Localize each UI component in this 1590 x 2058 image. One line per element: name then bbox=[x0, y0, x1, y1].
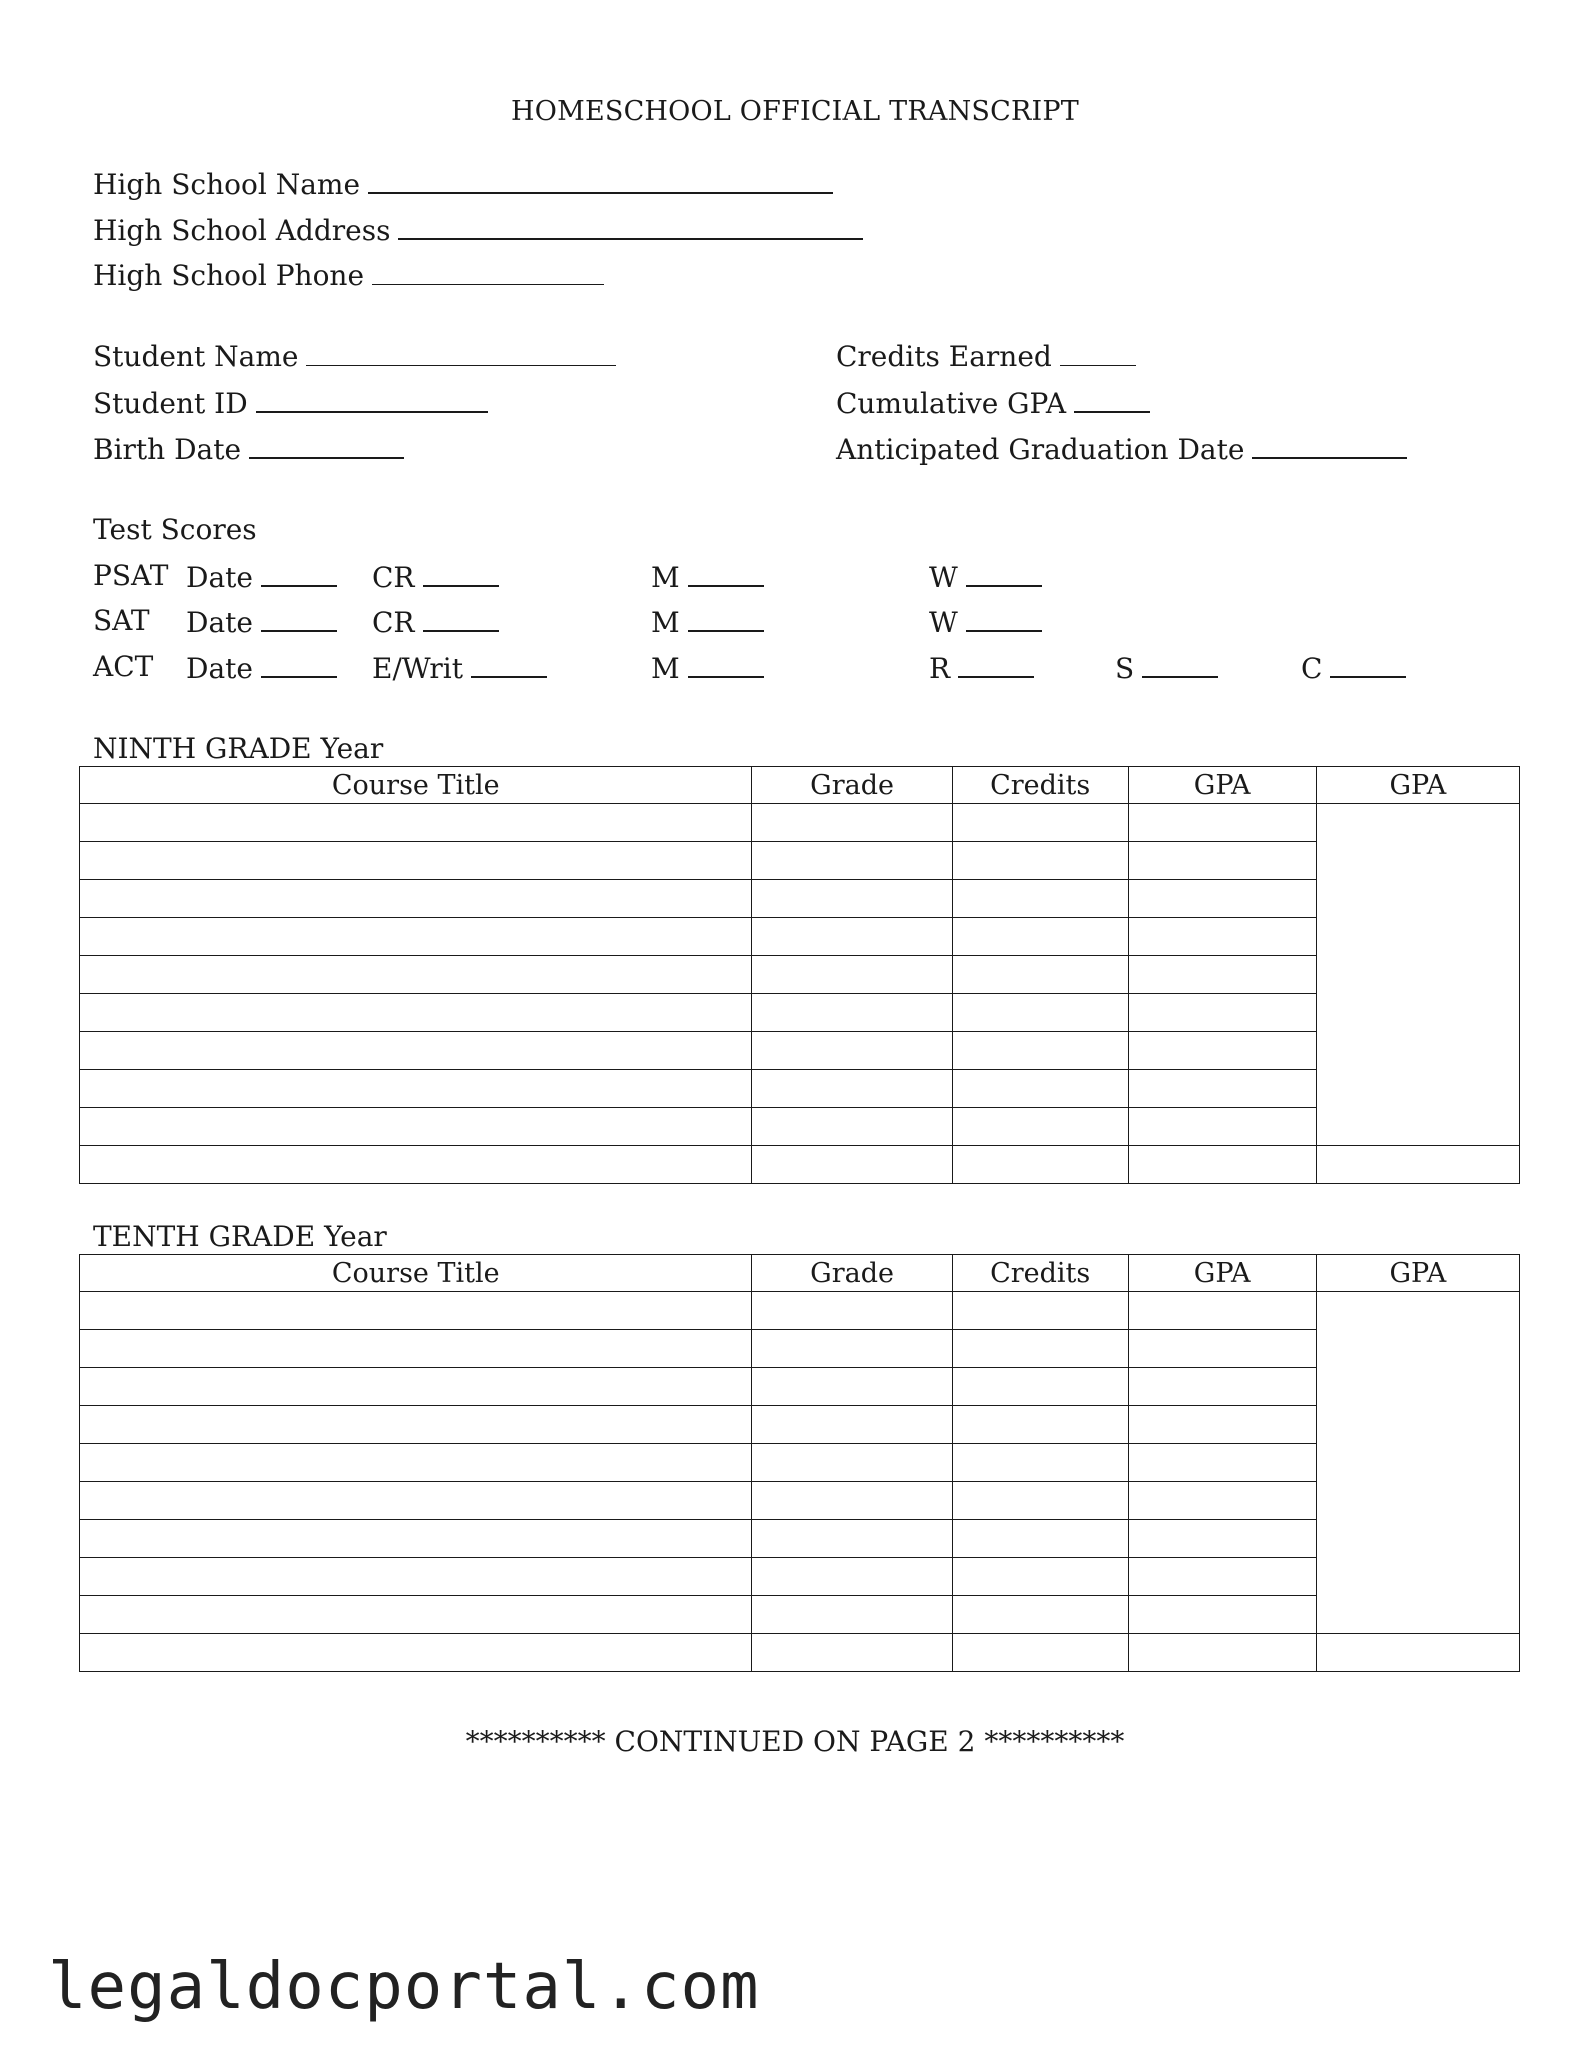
act-ewrit-label: E/Writ bbox=[372, 652, 463, 685]
credits-cell[interactable] bbox=[952, 1406, 1128, 1444]
act-s-label: S bbox=[1115, 652, 1135, 685]
credits-cell[interactable] bbox=[952, 842, 1128, 880]
cumulative-gpa-field[interactable] bbox=[1074, 385, 1150, 413]
credits-earned-row bbox=[836, 339, 1136, 373]
sat-date-field[interactable] bbox=[261, 604, 337, 632]
course-cell[interactable] bbox=[80, 1108, 752, 1146]
graduation-date-label: Anticipated Graduation Date bbox=[836, 433, 1245, 466]
sat-m-label: M bbox=[651, 606, 680, 639]
gpa-cell[interactable] bbox=[1128, 1482, 1316, 1520]
table-row bbox=[80, 1292, 1520, 1330]
gpa-cell[interactable] bbox=[1128, 804, 1316, 842]
table-row bbox=[80, 1596, 1520, 1634]
gpa-cell[interactable] bbox=[1128, 1146, 1316, 1184]
watermark-logo: legaldocportal.com bbox=[48, 1950, 760, 2024]
table-row bbox=[80, 1482, 1520, 1520]
credits-cell[interactable] bbox=[952, 1108, 1128, 1146]
school-name-field[interactable] bbox=[368, 166, 833, 194]
sat-cr-row bbox=[372, 604, 499, 639]
act-m-row bbox=[651, 650, 764, 685]
course-cell[interactable] bbox=[80, 1520, 752, 1558]
birth-date-row bbox=[93, 431, 404, 466]
table-row bbox=[80, 842, 1520, 880]
grade-cell[interactable] bbox=[752, 956, 952, 994]
gpa-merged-cell bbox=[1316, 1292, 1519, 1634]
psat-m-row bbox=[651, 559, 764, 594]
school-address-label: High School Address bbox=[93, 214, 391, 247]
credits-cell[interactable] bbox=[952, 1444, 1128, 1482]
gpa-cell[interactable] bbox=[1128, 1444, 1316, 1482]
table-row bbox=[80, 1558, 1520, 1596]
course-cell[interactable] bbox=[80, 804, 752, 842]
cumulative-gpa-row bbox=[836, 385, 1150, 420]
credits-header: Credits bbox=[952, 767, 1128, 804]
course-title-header: Course Title bbox=[80, 767, 752, 804]
gpa-total-header: GPA bbox=[1316, 1255, 1519, 1292]
sat-date-row bbox=[186, 604, 337, 639]
table-row bbox=[80, 956, 1520, 994]
gpa-total-header: GPA bbox=[1316, 767, 1519, 804]
school-name-row bbox=[93, 166, 833, 201]
psat-w-row bbox=[929, 559, 1042, 594]
cumulative-gpa-label: Cumulative GPA bbox=[836, 387, 1067, 420]
grade-cell[interactable] bbox=[752, 804, 952, 842]
student-name-row bbox=[93, 339, 616, 373]
graduation-date-row bbox=[836, 431, 1407, 466]
grade-header: Grade bbox=[752, 767, 952, 804]
table-row bbox=[80, 1032, 1520, 1070]
student-id-label: Student ID bbox=[93, 387, 248, 420]
gpa-cell[interactable] bbox=[1128, 994, 1316, 1032]
psat-cr-label: CR bbox=[372, 561, 415, 594]
course-cell[interactable] bbox=[80, 1032, 752, 1070]
credits-cell[interactable] bbox=[952, 956, 1128, 994]
gpa-header: GPA bbox=[1128, 767, 1316, 804]
course-cell[interactable] bbox=[80, 1146, 752, 1184]
student-name-field[interactable] bbox=[306, 339, 616, 366]
act-date-label: Date bbox=[186, 652, 253, 685]
psat-cr-field[interactable] bbox=[423, 559, 499, 587]
gpa-cell[interactable] bbox=[1128, 956, 1316, 994]
course-cell[interactable] bbox=[80, 1482, 752, 1520]
sat-label: SAT bbox=[93, 604, 150, 637]
table-row bbox=[80, 994, 1520, 1032]
grade-cell[interactable] bbox=[752, 1330, 952, 1368]
course-cell[interactable] bbox=[80, 1406, 752, 1444]
act-c-row bbox=[1301, 650, 1406, 685]
table-row bbox=[80, 1444, 1520, 1482]
gpa-cell[interactable] bbox=[1128, 880, 1316, 918]
course-cell[interactable] bbox=[80, 1292, 752, 1330]
graduation-date-field[interactable] bbox=[1252, 431, 1407, 459]
school-phone-row bbox=[93, 258, 604, 292]
act-ewrit-field[interactable] bbox=[471, 650, 547, 678]
credits-cell[interactable] bbox=[952, 1032, 1128, 1070]
birth-date-label: Birth Date bbox=[93, 433, 242, 466]
grade-cell[interactable] bbox=[752, 1634, 952, 1672]
grade-cell[interactable] bbox=[752, 1596, 952, 1634]
gpa-cell[interactable] bbox=[1128, 1520, 1316, 1558]
psat-cr-row bbox=[372, 559, 499, 594]
grade-cell[interactable] bbox=[752, 1070, 952, 1108]
act-r-row bbox=[929, 650, 1034, 685]
credits-cell[interactable] bbox=[952, 994, 1128, 1032]
psat-m-field[interactable] bbox=[688, 559, 764, 587]
course-cell[interactable] bbox=[80, 1444, 752, 1482]
gpa-total-cell[interactable] bbox=[1316, 1634, 1519, 1672]
sat-w-field[interactable] bbox=[966, 604, 1042, 632]
grade-cell[interactable] bbox=[752, 1108, 952, 1146]
ninth-grade-table bbox=[79, 766, 1520, 1184]
credits-header: Credits bbox=[952, 1255, 1128, 1292]
psat-date-field[interactable] bbox=[261, 559, 337, 587]
table-row-total bbox=[80, 1146, 1520, 1184]
course-title-header: Course Title bbox=[80, 1255, 752, 1292]
ninth-grade-heading: NINTH GRADE Year bbox=[93, 732, 384, 765]
course-cell[interactable] bbox=[80, 1330, 752, 1368]
birth-date-field[interactable] bbox=[249, 431, 404, 459]
student-id-field[interactable] bbox=[256, 385, 488, 413]
credits-cell[interactable] bbox=[952, 1596, 1128, 1634]
psat-label: PSAT bbox=[93, 559, 169, 592]
grade-cell[interactable] bbox=[752, 1146, 952, 1184]
gpa-merged-cell bbox=[1316, 804, 1519, 1146]
gpa-cell[interactable] bbox=[1128, 1634, 1316, 1672]
grade-cell[interactable] bbox=[752, 880, 952, 918]
grade-cell[interactable] bbox=[752, 1368, 952, 1406]
table-row bbox=[80, 1108, 1520, 1146]
gpa-cell[interactable] bbox=[1128, 1596, 1316, 1634]
sat-cr-field[interactable] bbox=[423, 604, 499, 632]
sat-cr-label: CR bbox=[372, 606, 415, 639]
sat-w-label: W bbox=[929, 606, 958, 639]
grade-cell[interactable] bbox=[752, 842, 952, 880]
school-name-label: High School Name bbox=[93, 168, 361, 201]
course-cell[interactable] bbox=[80, 1634, 752, 1672]
test-scores-heading: Test Scores bbox=[93, 513, 257, 546]
continued-note: ********** CONTINUED ON PAGE 2 ********** bbox=[465, 1725, 1125, 1758]
act-label: ACT bbox=[93, 650, 154, 683]
table-row bbox=[80, 1368, 1520, 1406]
course-cell[interactable] bbox=[80, 918, 752, 956]
course-cell[interactable] bbox=[80, 956, 752, 994]
grade-cell[interactable] bbox=[752, 1520, 952, 1558]
course-cell[interactable] bbox=[80, 1070, 752, 1108]
gpa-cell[interactable] bbox=[1128, 1558, 1316, 1596]
credits-cell[interactable] bbox=[952, 1520, 1128, 1558]
sat-w-row bbox=[929, 604, 1042, 639]
gpa-cell[interactable] bbox=[1128, 1330, 1316, 1368]
credits-cell[interactable] bbox=[952, 1482, 1128, 1520]
gpa-cell[interactable] bbox=[1128, 1108, 1316, 1146]
gpa-cell[interactable] bbox=[1128, 842, 1316, 880]
grade-cell[interactable] bbox=[752, 994, 952, 1032]
course-cell[interactable] bbox=[80, 842, 752, 880]
credits-cell[interactable] bbox=[952, 1558, 1128, 1596]
act-r-label: R bbox=[929, 652, 951, 685]
psat-date-row bbox=[186, 559, 337, 594]
gpa-header: GPA bbox=[1128, 1255, 1316, 1292]
credits-cell[interactable] bbox=[952, 880, 1128, 918]
page-title: HOMESCHOOL OFFICIAL TRANSCRIPT bbox=[511, 96, 1079, 127]
gpa-cell[interactable] bbox=[1128, 1292, 1316, 1330]
act-ewrit-row bbox=[372, 650, 547, 685]
credits-cell[interactable] bbox=[952, 1634, 1128, 1672]
credits-earned-field[interactable] bbox=[1060, 339, 1136, 366]
table-row bbox=[80, 1520, 1520, 1558]
course-cell[interactable] bbox=[80, 880, 752, 918]
psat-m-label: M bbox=[651, 561, 680, 594]
school-address-row bbox=[93, 212, 863, 247]
sat-m-field[interactable] bbox=[688, 604, 764, 632]
act-s-field[interactable] bbox=[1142, 650, 1218, 678]
credits-cell[interactable] bbox=[952, 1368, 1128, 1406]
credits-cell[interactable] bbox=[952, 1330, 1128, 1368]
table-row-total bbox=[80, 1634, 1520, 1672]
course-cell[interactable] bbox=[80, 1596, 752, 1634]
act-date-row bbox=[186, 650, 337, 685]
school-phone-label: High School Phone bbox=[93, 259, 365, 292]
credits-cell[interactable] bbox=[952, 918, 1128, 956]
credits-cell[interactable] bbox=[952, 1292, 1128, 1330]
credits-cell[interactable] bbox=[952, 1146, 1128, 1184]
course-cell[interactable] bbox=[80, 1558, 752, 1596]
gpa-cell[interactable] bbox=[1128, 1032, 1316, 1070]
student-name-label: Student Name bbox=[93, 340, 299, 373]
act-date-field[interactable] bbox=[261, 650, 337, 678]
table-row bbox=[80, 1070, 1520, 1108]
act-s-row bbox=[1115, 650, 1218, 685]
credits-cell[interactable] bbox=[952, 804, 1128, 842]
credits-cell[interactable] bbox=[952, 1070, 1128, 1108]
act-c-field[interactable] bbox=[1330, 650, 1406, 678]
tenth-grade-table bbox=[79, 1254, 1520, 1672]
grade-cell[interactable] bbox=[752, 1032, 952, 1070]
act-r-field[interactable] bbox=[958, 650, 1034, 678]
credits-earned-label: Credits Earned bbox=[836, 340, 1052, 373]
act-m-field[interactable] bbox=[688, 650, 764, 678]
student-id-row bbox=[93, 385, 488, 420]
table-header-row bbox=[80, 767, 1520, 804]
grade-cell[interactable] bbox=[752, 1482, 952, 1520]
table-row bbox=[80, 1406, 1520, 1444]
gpa-cell[interactable] bbox=[1128, 918, 1316, 956]
grade-cell[interactable] bbox=[752, 918, 952, 956]
act-c-label: C bbox=[1301, 652, 1323, 685]
gpa-cell[interactable] bbox=[1128, 1368, 1316, 1406]
school-phone-field[interactable] bbox=[372, 258, 604, 285]
psat-w-field[interactable] bbox=[966, 559, 1042, 587]
table-row bbox=[80, 804, 1520, 842]
grade-cell[interactable] bbox=[752, 1292, 952, 1330]
sat-m-row bbox=[651, 604, 764, 639]
tenth-grade-heading: TENTH GRADE Year bbox=[93, 1220, 387, 1253]
table-row bbox=[80, 918, 1520, 956]
grade-cell[interactable] bbox=[752, 1406, 952, 1444]
course-cell[interactable] bbox=[80, 1368, 752, 1406]
gpa-cell[interactable] bbox=[1128, 1070, 1316, 1108]
school-address-field[interactable] bbox=[398, 212, 863, 240]
psat-date-label: Date bbox=[186, 561, 253, 594]
grade-cell[interactable] bbox=[752, 1558, 952, 1596]
gpa-cell[interactable] bbox=[1128, 1406, 1316, 1444]
psat-w-label: W bbox=[929, 561, 958, 594]
table-row bbox=[80, 1330, 1520, 1368]
course-cell[interactable] bbox=[80, 994, 752, 1032]
table-row bbox=[80, 880, 1520, 918]
grade-header: Grade bbox=[752, 1255, 952, 1292]
act-m-label: M bbox=[651, 652, 680, 685]
sat-date-label: Date bbox=[186, 606, 253, 639]
grade-cell[interactable] bbox=[752, 1444, 952, 1482]
gpa-total-cell[interactable] bbox=[1316, 1146, 1519, 1184]
table-header-row bbox=[80, 1255, 1520, 1292]
